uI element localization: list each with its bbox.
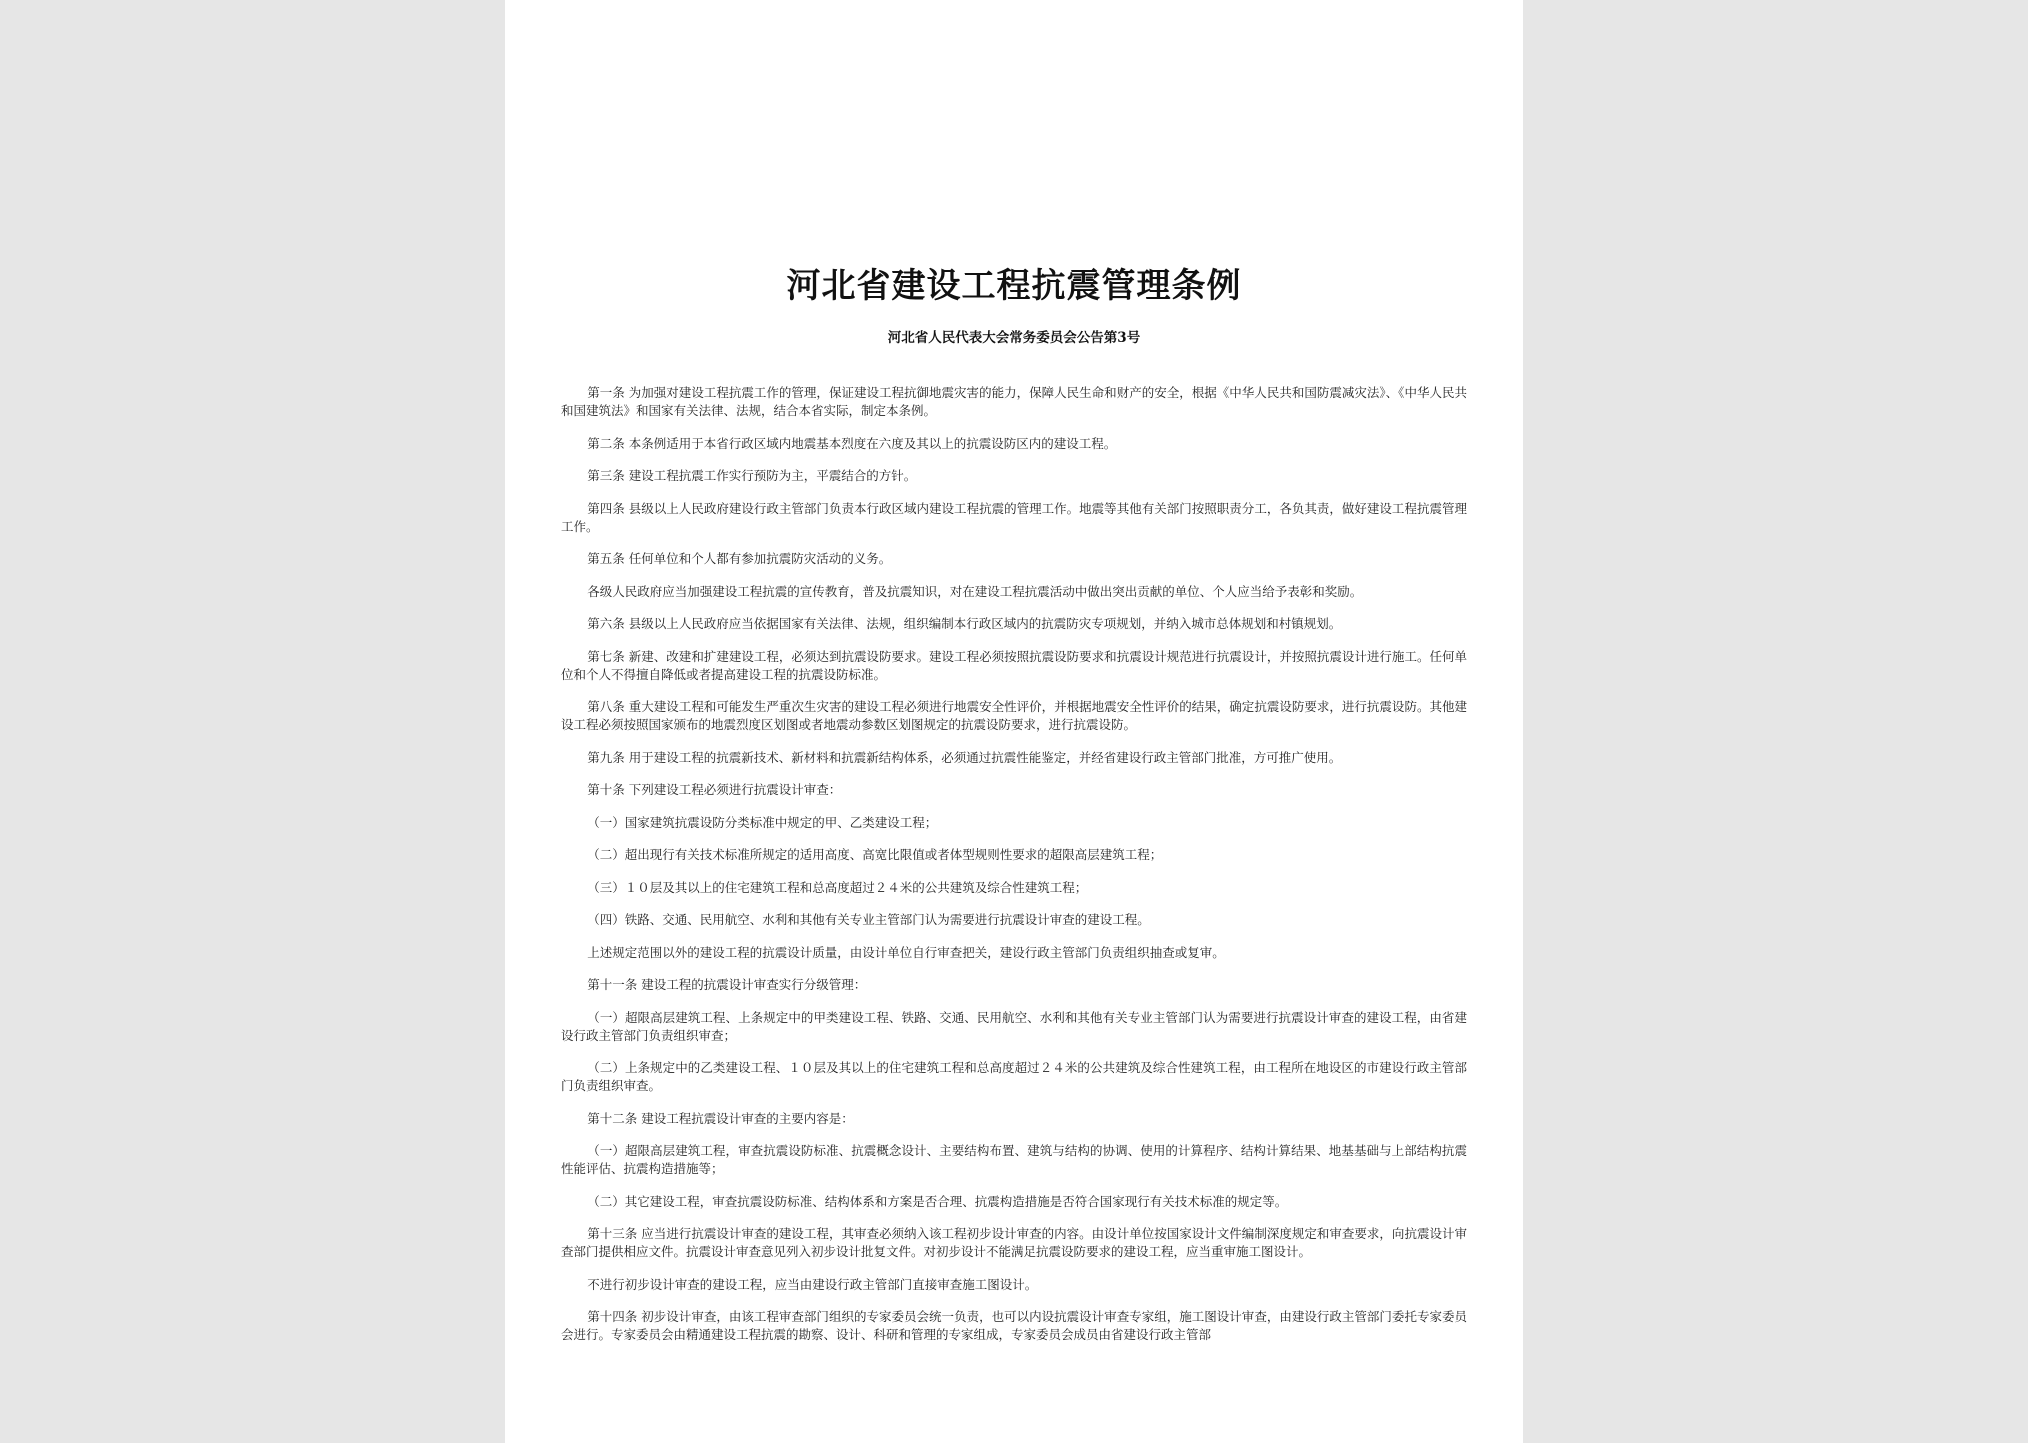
document-page [505, 0, 1523, 1443]
article-paragraph: 第十二条 建设工程抗震设计审查的主要内容是： [587, 1110, 854, 1126]
article-paragraph: （一）国家建筑抗震设防分类标准中规定的甲、乙类建设工程； [587, 814, 938, 830]
article-paragraph: 上述规定范围以外的建设工程的抗震设计质量，由设计单位自行审查把关，建设行政主管部门负责组织抽查或复审。 [587, 944, 1225, 960]
article-paragraph: 第十一条 建设工程的抗震设计审查实行分级管理： [587, 977, 867, 992]
article-paragraph: 第十四条 初步设计审查，由该工程审查部门组织的专家委员会统一负责，也可以内设抗震设计审查专家组，施工图设计审查，由建设行政主管部门委托专家委员会进行。专家委员会由精通建设工程抗震的勘察、设计、科研和管理的专家组成，专家委员会成员由省建设行政主管部 [561, 1309, 1467, 1342]
article-paragraph: 各级人民政府应当加强建设工程抗震的宣传教育，普及抗震知识，对在建设工程抗震活动中做出突出贡献的单位、个人应当给予表彰和奖励。 [587, 583, 1363, 599]
document-title: 河北省建设工程抗震管理条例 [786, 266, 1242, 306]
article-paragraph: 第二条 本条例适用于本省行政区域内地震基本烈度在六度及其以上的抗震设防区内的建设工程。 [587, 435, 1117, 451]
article-paragraph: 第一条 为加强对建设工程抗震工作的管理，保证建设工程抗御地震灾害的能力，保障人民生命和财产的安全，根据《中华人民共和国防震减灾法》、《中华人民共和国建筑法》和国家有关法律、法规，结合本省实际，制定本条例。 [561, 385, 1467, 418]
article-paragraph: （四）铁路、交通、民用航空、水利和其他有关专业主管部门认为需要进行抗震设计审查的建设工程。 [587, 912, 1150, 927]
article-paragraph: 第六条 县级以上人民政府应当依据国家有关法律、法规，组织编制本行政区域内的抗震防灾专项规划，并纳入城市总体规划和村镇规划。 [587, 616, 1342, 631]
article-paragraph: （一）超限高层建筑工程、上条规定中的甲类建设工程、铁路、交通、民用航空、水利和其他有关专业主管部门认为需要进行抗震设计审查的建设工程，由省建设行政主管部门负责组织审查； [561, 1009, 1467, 1043]
article-paragraph: 第八条 重大建设工程和可能发生严重次生灾害的建设工程必须进行地震安全性评价，并根据地震安全性评价的结果，确定抗震设防要求，进行抗震设防。其他建设工程必须按照国家颁布的地震烈度区划图或者地震动参数区划图规定的抗震设防要求，进行抗震设防。 [561, 699, 1467, 732]
article-paragraph: （三）１０层及其以上的住宅建筑工程和总高度超过２４米的公共建筑及综合性建筑工程； [587, 879, 1088, 895]
article-paragraph: 第五条 任何单位和个人都有参加抗震防灾活动的义务。 [587, 551, 892, 566]
article-paragraph: 第九条 用于建设工程的抗震新技术、新材料和抗震新结构体系，必须通过抗震性能鉴定，并经省建设行政主管部门批准，方可推广使用。 [587, 749, 1342, 765]
article-paragraph: （二）上条规定中的乙类建设工程、１０层及其以上的住宅建筑工程和总高度超过２４米的公共建筑及综合性建筑工程，由工程所在地设区的市建设行政主管部门负责组织审查。 [561, 1060, 1467, 1093]
article-paragraph: 第三条 建设工程抗震工作实行预防为主，平震结合的方针。 [587, 468, 917, 483]
article-paragraph: 第十三条 应当进行抗震设计审查的建设工程，其审查必须纳入该工程初步设计审查的内容。由设计单位按国家设计文件编制深度规定和审查要求，向抗震设计审查部门提供相应文件。抗震设计审查意见列入初步设计批复文件。对初步设计不能满足抗震设防要求的建设工程，应当重审施工图设计。 [561, 1226, 1467, 1259]
article-paragraph: 第七条 新建、改建和扩建建设工程，必须达到抗震设防要求。建设工程必须按照抗震设防要求和抗震设计规范进行抗震设计，并按照抗震设计进行施工。任何单位和个人不得擅自降低或者提高建设工程的抗震设防标准。 [561, 648, 1467, 682]
article-paragraph: （二）其它建设工程，审查抗震设防标准、结构体系和方案是否合理、抗震构造措施是否符合国家现行有关技术标准的规定等。 [587, 1193, 1288, 1209]
article-paragraph: 不进行初步设计审查的建设工程，应当由建设行政主管部门直接审查施工图设计。 [587, 1276, 1038, 1292]
document-body [561, 384, 1467, 1344]
article-paragraph: （一）超限高层建筑工程，审查抗震设防标准、抗震概念设计、主要结构布置、建筑与结构的协调、使用的计算程序、结构计算结果、地基基础与上部结构抗震性能评估、抗震构造措施等； [561, 1143, 1467, 1176]
article-paragraph: 第四条 县级以上人民政府建设行政主管部门负责本行政区域内建设工程抗震的管理工作。地震等其他有关部门按照职责分工，各负其责，做好建设工程抗震管理工作。 [561, 500, 1467, 534]
article-paragraph: （二）超出现行有关技术标准所规定的适用高度、高宽比限值或者体型规则性要求的超限高层建筑工程； [587, 847, 1163, 862]
article-paragraph: 第十条 下列建设工程必须进行抗震设计审查： [587, 782, 842, 797]
document-subtitle: 河北省人民代表大会常务委员会公告第3号 [887, 330, 1141, 346]
